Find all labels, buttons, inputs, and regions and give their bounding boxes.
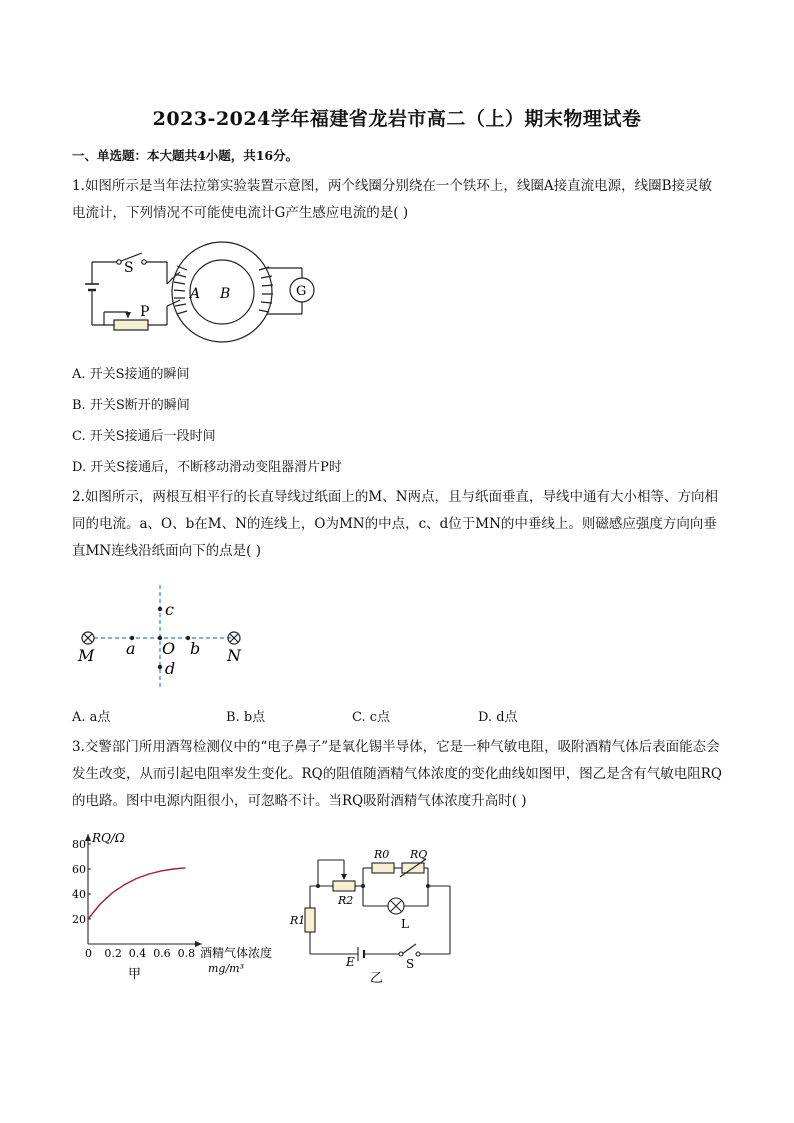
point-a-label: a bbox=[126, 639, 136, 658]
q1-option-b: B. 开关S断开的瞬间 bbox=[72, 398, 190, 413]
label-B: B bbox=[220, 286, 231, 302]
label-E: E bbox=[346, 955, 355, 969]
question-1-stem: 1.如图所示是当年法拉第实验装置示意图，两个线圈分别绕在一个铁环上，线圈A接直流电源，线圈B接灵敏电流计，下列情况不可能使电流计G产生感应电流的是( ) bbox=[72, 178, 713, 221]
q1-option-d: D. 开关S接通后，不断移动滑动变阻器滑片P时 bbox=[72, 460, 342, 475]
x-tick-label: 0.6 bbox=[153, 947, 171, 960]
x-tick-label: 0.4 bbox=[128, 947, 147, 960]
rheostat-arrow-icon bbox=[341, 874, 347, 880]
resistance-chart bbox=[62, 826, 282, 986]
galvanometer-label: G bbox=[296, 284, 307, 299]
x-axis-unit: mg/m³ bbox=[208, 962, 245, 975]
label-L: L bbox=[401, 917, 409, 931]
circuit-caption: 乙 bbox=[370, 971, 384, 984]
point-b-label: b bbox=[190, 639, 201, 658]
point-O-label: O bbox=[162, 639, 176, 658]
q2-option-a: A. a点 bbox=[72, 710, 111, 725]
faraday-ring-figure bbox=[72, 236, 332, 346]
sensor-circuit-figure bbox=[288, 844, 458, 984]
point-c-label: c bbox=[165, 600, 174, 619]
wire-M-icon bbox=[82, 632, 94, 644]
x-tick-label: 0.2 bbox=[104, 947, 122, 960]
label-S: S bbox=[124, 260, 134, 276]
q2-option-d: D. d点 bbox=[478, 710, 518, 725]
label-A: A bbox=[190, 286, 201, 302]
point-d-label: d bbox=[165, 659, 176, 678]
question-3-stem: 3.交警部门所用酒驾检测仪中的“电子鼻子”是氧化锡半导体，它是一种气敏电阻，吸附酒精气体后表面能态会发生改变，从而引起电阻率发生变化。RQ的阻值随酒精气体浓度的变化曲线如图甲，图乙是含有气敏电阻RQ的电路。图中电源内阻很小，可忽略不计。当RQ吸附酒精气体浓度升高时( ) bbox=[72, 739, 722, 809]
series-line bbox=[88, 868, 186, 919]
q1-option-c: C. 开关S接通后一段时间 bbox=[72, 429, 216, 444]
label-P: P bbox=[140, 304, 150, 320]
label-R2: R2 bbox=[338, 894, 354, 907]
section-heading: 一、单选题：本大题共4小题，共16分。 bbox=[72, 148, 299, 163]
y-axis-label: RQ/Ω bbox=[92, 831, 125, 845]
label-RQ: RQ bbox=[410, 848, 428, 861]
label-S: S bbox=[406, 957, 415, 971]
point-M-label: M bbox=[78, 646, 95, 665]
x-tick-label: 0.8 bbox=[177, 947, 196, 960]
question-2-stem: 2.如图所示，两根互相平行的长直导线过纸面上的M、N两点，且与纸面垂直，导线中通有大小相等、方向相同的电流。a、O、b在M、N的连线上，O为MN的中点，c、d位于MN的中垂线上。则磁感应强度方向向垂直MN连线沿纸面向下的点是( ) bbox=[72, 489, 719, 559]
y-tick-label: 20 bbox=[72, 913, 86, 926]
slider-arrow-icon bbox=[125, 312, 131, 318]
parallel-wires-figure bbox=[72, 583, 262, 693]
y-tick-label: 60 bbox=[72, 863, 86, 876]
x-tick-label: 0 bbox=[85, 947, 92, 960]
q2-option-c: C. c点 bbox=[352, 710, 391, 725]
q1-option-a: A. 开关S接通的瞬间 bbox=[72, 367, 190, 382]
page-title: 2023-2024学年福建省龙岩市高二（上）期末物理试卷 bbox=[152, 108, 642, 130]
y-tick-label: 40 bbox=[72, 888, 86, 901]
chart-caption: 甲 bbox=[128, 967, 142, 982]
q2-option-b: B. b点 bbox=[226, 710, 266, 725]
x-axis-label: 酒精气体浓度 bbox=[200, 946, 273, 960]
point-N-label: N bbox=[227, 646, 241, 665]
label-R0: R0 bbox=[374, 848, 390, 861]
y-tick-label: 80 bbox=[72, 838, 86, 851]
label-R1: R1 bbox=[290, 914, 306, 927]
